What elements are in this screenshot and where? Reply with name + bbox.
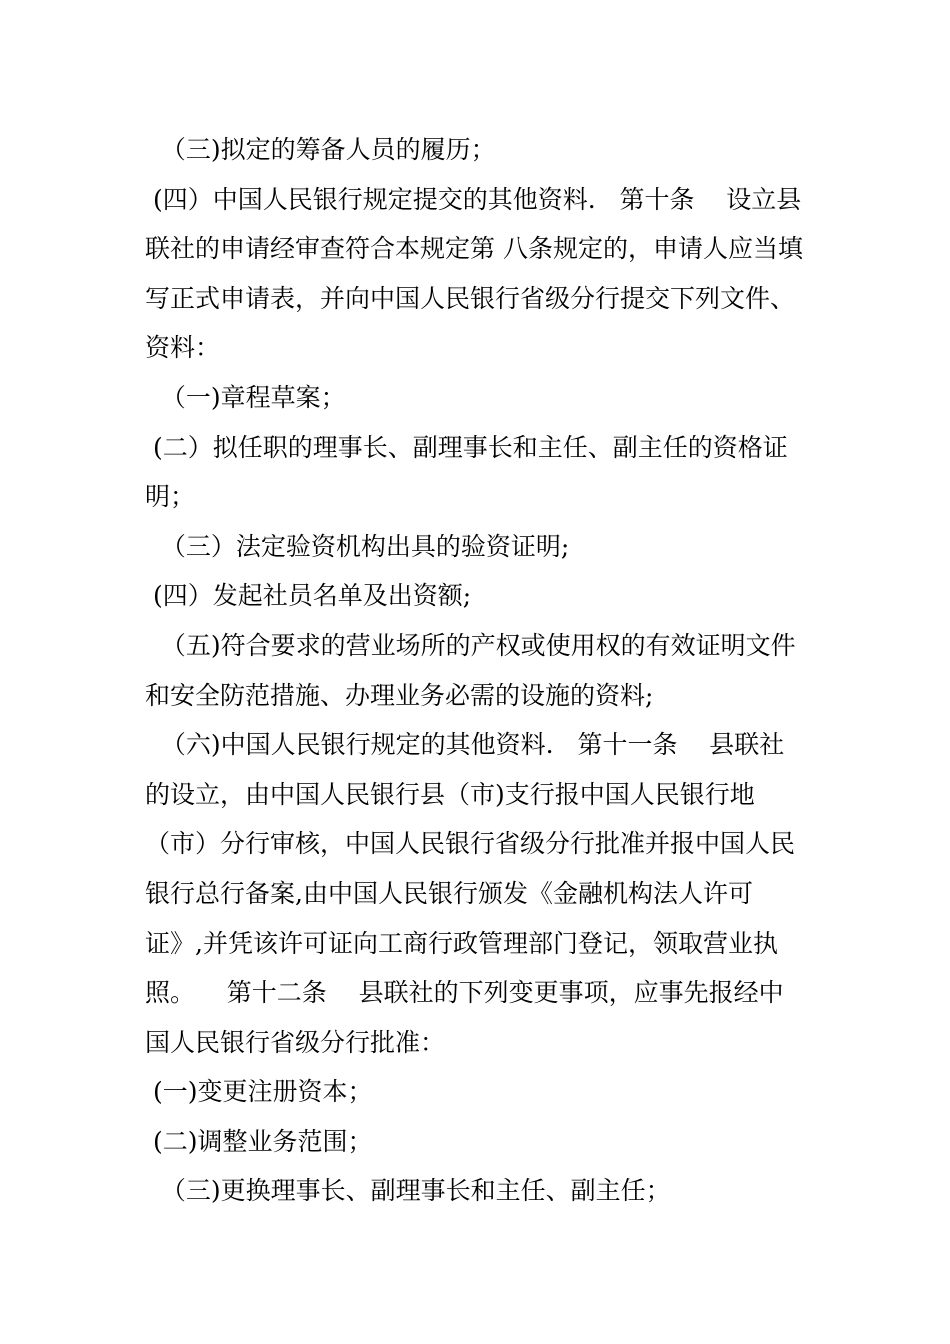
- paragraph: （五)符合要求的营业场所的产权或使用权的有效证明文件和安全防范措施、办理业务必需的设施的资料;: [145, 630, 796, 710]
- paragraph: （六)中国人民银行规定的其他资料. 第十一条 县联社的设立，由中国人民银行县（市)支行报中国人民银行地（市）分行审核，中国人民银行省级分行批准并报中国人民银行总行备案,由中国人民银行颁发《金融机构法人许可证》,并凭该许可证向工商行政管理部门登记，领取营业执照。 第十二条 县联社的下列变更事项，应事先报经中国人民银行省级分行批准：: [145, 730, 796, 1057]
- paragraph: （三)拟定的筹备人员的履历；: [145, 135, 496, 164]
- paragraph: (二）拟任职的理事长、副理事长和主任、副主任的资格证明；: [145, 432, 788, 512]
- document-body: [145, 125, 805, 1216]
- paragraph: (一)变更注册资本；: [145, 1077, 373, 1107]
- paragraph: （一)章程草案；: [145, 382, 346, 412]
- paragraph: (四）中国人民银行规定提交的其他资料. 第十条 设立县联社的申请经审查符合本规定第 八条规定的，申请人应当填写正式申请表，并向中国人民银行省级分行提交下列文件、资料：: [145, 184, 803, 363]
- paragraph: (二)调整业务范围；: [145, 1126, 373, 1156]
- paragraph: (四）发起社员名单及出资额;: [145, 581, 472, 611]
- paragraph: （三）法定验资机构出具的验资证明;: [145, 531, 570, 561]
- paragraph: （三)更换理事长、副理事长和主任、副主任；: [145, 1176, 671, 1206]
